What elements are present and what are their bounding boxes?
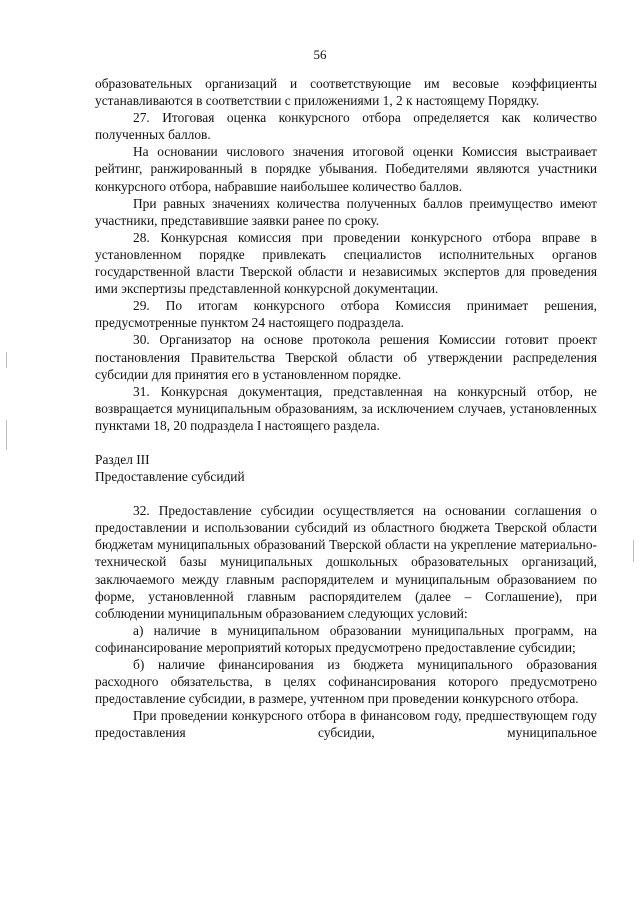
paragraph-32: 32. Предоставление субсидии осуществляется на основании соглашения о предоставлении и использовании субсидий из областного бюджета Тверской области бюджетам муниципальных образований Тверской области на укрепление материально-технической базы муниципальных дошкольных образовательных организаций, заключаемого между главным распорядителем и муниципальным образованием по форме, установленной главным распорядителем (далее – Соглашение), при соблюдении муниципальным образованием следующих условий:	[95, 503, 597, 621]
scan-artifact-right-1	[633, 540, 634, 562]
paragraph-28: 28. Конкурсная комиссия при проведении конкурсного отбора вправе в установленном порядке привлекать специалистов исполнительных органов государственной власти Тверской области и независимых экспертов для проведения ими экспертизы представленной конкурсной документации.	[95, 229, 597, 297]
paragraph-32-a: а) наличие в муниципальном образовании муниципальных программ, на софинансирование мероприятий которых предусмотрено предоставление субсидии;	[95, 622, 597, 655]
section-title: Раздел III	[95, 451, 150, 467]
document-body	[95, 75, 597, 741]
section-subtitle: Предоставление субсидий	[95, 469, 245, 485]
paragraph-27: 27. Итоговая оценка конкурсного отбора определяется как количество полученных баллов.	[95, 110, 597, 143]
paragraph-30: 30. Организатор на основе протокола решения Комиссии готовит проект постановления Правительства Тверской области об утверждении распределения субсидии для принятия его в установленном порядке.	[95, 332, 597, 382]
paragraphs-bottom	[95, 502, 597, 741]
paragraph-31: 31. Конкурсная документация, представленная на конкурсный отбор, не возвращается муниципальным образованиям, за исключением случаев, установленных пунктами 18, 20 подраздела I настоящего раздела.	[95, 383, 597, 433]
section-header	[95, 451, 597, 485]
paragraph-29: 29. По итогам конкурсного отбора Комиссия принимает решения, предусмотренные пунктом 24 настоящего подраздела.	[95, 298, 597, 331]
paragraph-32-b: б) наличие финансирования из бюджета муниципального образования расходного обязательства, в целях софинансирования которого предусмотрено предоставление субсидии, в размере, учтенном при проведении конкурсного отбора.	[95, 657, 597, 707]
scan-artifact-left-1	[6, 352, 7, 368]
paragraph-27-rating: На основании числового значения итоговой оценки Комиссия выстраивает рейтинг, ранжированный в порядке убывания. Победителями являются участники конкурсного отбора, набравшие наибольшее количество баллов.	[95, 144, 597, 194]
paragraph-32-c: При проведении конкурсного отбора в финансовом году, предшествующем году предоставления субсидии, муниципальное	[95, 708, 597, 741]
paragraphs-top	[95, 75, 597, 434]
paragraph-continuation: образовательных организаций и соответствующие им весовые коэффициенты устанавливаются в соответствии с приложениями 1, 2 к настоящему Порядку.	[95, 76, 597, 109]
paragraph-27-tie: При равных значениях количества полученных баллов преимущество имеют участники, представившие заявки ранее по сроку.	[95, 195, 597, 228]
scan-artifact-left-2	[6, 420, 7, 450]
page-number: 56	[313, 47, 327, 62]
